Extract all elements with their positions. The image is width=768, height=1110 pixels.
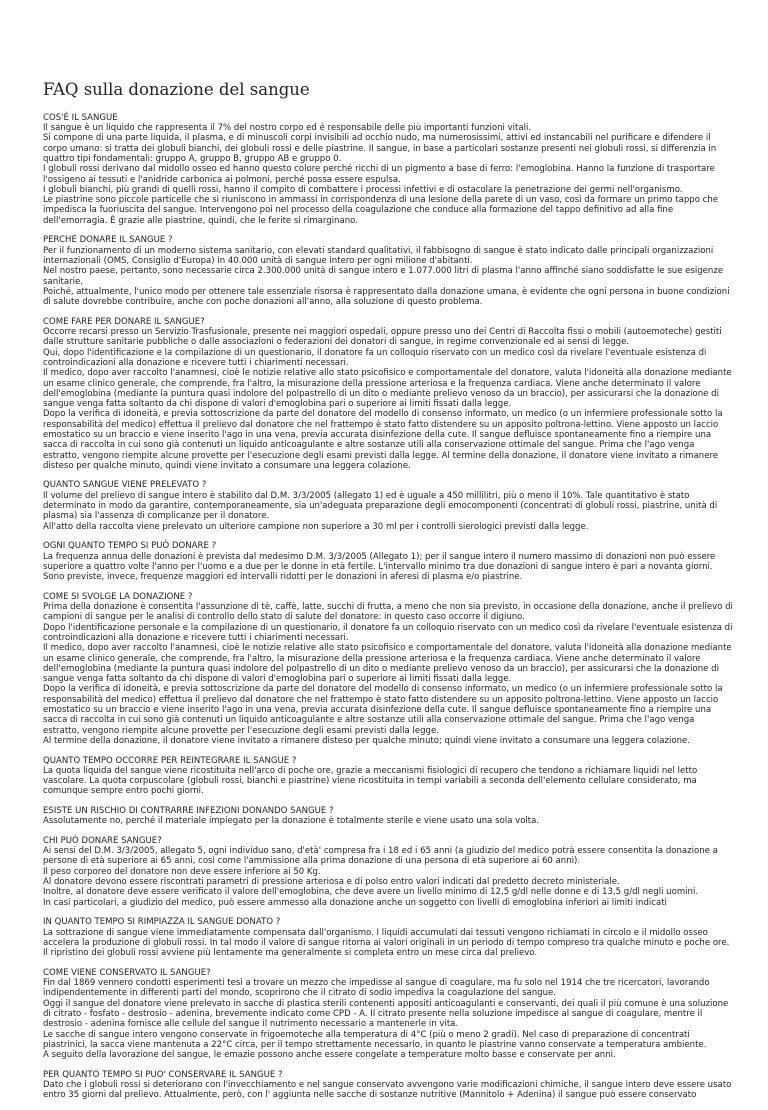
section-heading: COME FARE PER DONARE IL SANGUE? [43,316,205,327]
section-paragraph: Prima della donazione è consentita l'assunzione di tè, caffè, latte, succhi di frutta, a meno che non sia previsto, in occasione della donazione, anche il prelievo di campioni di sangue per le analisi di controllo dello stato di salute del donatore: in questo caso occorre il digiuno. [43,602,733,623]
section-paragraph: Poiché, attualmente, l'unico modo per ottenere tale essenziale risorsa è rappresentato dalla donazione umana, è evidente che ogni persona in buone condizioni di salute dovrebbe contribuire, anche con poche donazioni all'anno, alla soluzione di questo problema. [43,286,730,308]
section-paragraph: I globuli bianchi, più grandi di quelli rossi, hanno il compito di combattere i processi infettivi e di ostacolare la penetrazione dei germi nell'organismo. [43,184,683,195]
section-paragraph: I globuli rossi derivano dal midollo osseo ed hanno questo colore perché ricchi di un pigmento a base di ferro: l'emoglobina. Hanno la funzione di trasportare l'ossigeno ai tessuti e l'anidride carbonica ai polmoni, perché possa essere espulsa. [43,164,715,185]
section-paragraph: Sono previste, invece, frequenze maggiori ed intervalli ridotti per le donazioni in aferesi di plasma e/o piastrine. [43,572,523,583]
section-heading: QUANTO SANGUE VIENE PRELEVATO ? [43,480,207,491]
section-heading: OGNI QUANTO TEMPO SI PUÒ DONARE ? [43,541,217,552]
section-heading: CHI PUÒ DONARE SANGUE? [43,835,162,846]
section-heading: ESISTE UN RISCHIO DI CONTRARRE INFEZIONI DONANDO SANGUE ? [43,805,334,816]
page-title: FAQ sulla donazione del sangue [43,80,310,99]
document-page [43,80,733,1110]
faq-section [43,756,733,797]
section-heading: QUANTO TEMPO OCCORRE PER REINTEGRARE IL SANGUE ? [43,755,297,766]
section-paragraph: Dato che i globuli rossi si deteriorano con l'invecchiamento e nel sangue conservato avvengono varie modificazioni chimiche, il sangue intero deve essere usato entro 35 giorni dal prelievo. Attualmente, però, con l' aggiunta nelle sacche di sostanze nutritive (Mannitolo + Adenina) il sangue può essere conservato [43,1080,732,1101]
section-paragraph: La quota liquida del sangue viene ricostituita nell'arco di poche ore, grazie a meccanismi fisiologici di recupero che tendono a richiamare liquidi nel letto vascolare. La quota corpuscolare (globuli rossi, bianchi e piastrine) viene ricostituita in tempi variabili a seconda dell'elemento cellulare considerato, ma comunque sempre entro pochi giorni. [43,765,698,797]
section-paragraph: Al donatore devono essere riscontrati parametri di pressione arteriosa e di polso entro valori indicati dal predetto decreto ministeriale. [43,877,620,888]
section-paragraph: Il medico, dopo aver raccolto l'anamnesi, cioè le notizie relative allo stato psicofisico e comportamentale del donatore, valuta l'idoneità alla donazione mediante un esame clinico generale, che comprende, fra l'altro, la misurazione della pressione arteriosa e la frequenza cardiaca. Viene anche determinato il valore dell'emoglobina (mediante la puntura quasi indolore del polpastrello di un dito o mediante prelievo venoso da un braccio), per assicurarsi che la donazione di sangue venga fatta soltanto da chi dispone di valori d'emoglobina pari o superiore ai limiti fissati dalla legge. [43,643,732,685]
faq-sections [43,113,733,1101]
section-paragraph: Nel nostro paese, pertanto, sono necessarie circa 2.300.000 unità di sangue intero e 1.077.000 litri di plasma l'anno affinché siano soddisfatte le sue esigenze sanitarie. [43,266,724,287]
section-paragraph: Il sangue è un liquido che rappresenta il 7% del nostro corpo ed è responsabile delle più importanti funzioni vitali. [43,123,532,134]
section-paragraph: Dopo l'identificazione personale e la compilazione di un questionario, il donatore fa un colloquio riservato con un medico così da rivelare l'eventuale esistenza di controindicazioni alla donazione e ricevere tutti i chiarimenti necessari. [43,622,733,643]
section-paragraph: In casi particolari, a giudizio del medico, può essere ammesso alla donazione anche un soggetto con livelli di emoglobina inferiori ai limiti indicati [43,897,667,908]
faq-section [43,541,733,582]
section-paragraph: Il volume del prelievo di sangue intero è stabilito dal D.M. 3/3/2005 (allegato 1) ed è uguale a 450 millilitri, più o meno il 10%. Tale quantitativo è stato determinato in modo da garantire, contemporaneamente, sia un'adeguata preparazione degli emocomponenti (concentrati di globuli rossi, piastrine, unità di plasma) sia l'assenza di complicanze per il donatore. [43,490,718,522]
section-paragraph: Per il funzionamento di un moderno sistema sanitario, con elevati standard qualitativi, il fabbisogno di sangue è stato indicato dalle principali organizzazioni internazionali (OMS, Consiglio d'Europa) in 40.000 unità di sangue intero per ogni milione d'abitanti. [43,245,714,266]
section-paragraph: Dopo la verifica di idoneità, e previa sottoscrizione da parte del donatore del modello di consenso informato, un medico (o un infermiere professionale sotto la responsabilità del medico) effettua il prelievo dal donatore che nel frattempo è stato fatto distendere su un apposito poltrona-lettino. Viene apposto un laccio emostatico su un braccio e viene inserito l'ago in una vena, previa accurata disinfezione della cute. Il sangue defluisce spontaneamente fino a riempire una sacca di raccolta in cui sono già contenuti un liquido anticoagulante e altre sostanze utili alla conservazione ottimale del sangue. Prima che l'ago venga estratto, vengono riempite alcune provette per l'esecuzione degli esami previsti dalla legge. [43,684,723,736]
section-paragraph: La frequenza annua delle donazioni è prevista dal medesimo D.M. 3/3/2005 (Allegato 1); per il sangue intero il numero massimo di donazioni non può essere superiore a quattro volte l'anno per l'uomo e a due per le donne in età fertile. L'intervallo minimo tra due donazioni di sangue intero è pari a novanta giorni. [43,551,716,572]
section-paragraph: Il medico, dopo aver raccolto l'anamnesi, cioè le notizie relative allo stato psicofisico e comportamentale del donatore, valuta l'idoneità alla donazione mediante un esame clinico generale, che comprende, fra l'altro, la misurazione della pressione arteriosa e la frequenza cardiaca. Viene anche determinato il valore dell'emoglobina (mediante la puntura quasi indolore del polpastrello di un dito o mediante prelievo venoso da un braccio), per assicurarsi che la donazione di sangue venga fatta soltanto da chi dispone di valori d'emoglobina pari o superiore ai limiti fissati dalla legge. [43,368,732,410]
faq-section [43,480,733,531]
section-paragraph: A seguito della lavorazione del sangue, le emazie possono anche essere congelate a temperature molto basse e conservate per anni. [43,1050,616,1061]
section-paragraph: Oggi il sangue del donatore viene prelevato in sacche di plastica sterili contenenti appositi anticoagulanti e conservanti, dei quali il più comune è una soluzione di citrato - fosfato - destrosio - adenina, brevemente indicato come CPD - A. Il citrato presente nella soluzione impedisce al sangue di coagulare, mentre il destrosio - adenina fornisce alle cellule del sangue il nutrimento necessario a mantenerle in vita. [43,998,729,1030]
faq-section [43,113,733,226]
section-paragraph: All'atto della raccolta viene prelevato un ulteriore campione non superiore a 30 ml per i controlli sierologici previsti dalla legge. [43,521,589,532]
section-paragraph: Dopo la verifica di idoneità, e previa sottoscrizione da parte del donatore del modello di consenso informato, un medico (o un infermiere professionale sotto la responsabilità del medico) effettua il prelievo dal donatore che nel frattempo è stato fatto distendere su un apposito poltrona-lettino. Viene apposto un laccio emostatico su un braccio e viene inserito l'ago in una vena, previa accurata disinfezione della cute. Il sangue defluisce spontaneamente fino a riempire una sacca di raccolta in cui sono già contenuti un liquido anticoagulante e altre sostanze utili alla conservazione ottimale del sangue. Prima che l'ago venga estratto, vengono riempite alcune provette per l'esecuzione degli esami previsti dalla legge. Al termine della donazione, il donatore viene invitato a rimanere disteso per qualche minuto, quindi viene invitato a consumare una leggera colazione. [43,409,723,471]
section-heading: PERCHÉ DONARE IL SANGUE ? [43,235,173,246]
section-paragraph: Qui, dopo l'identificazione e la compilazione di un questionario, il donatore fa un colloquio riservato con un medico così da rivelare l'eventuale esistenza di controindicazioni alla donazione e ricevere tutti i chiarimenti necessari. [43,347,707,368]
faq-section [43,917,733,958]
section-heading: IN QUANTO TEMPO SI RIMPIAZZA IL SANGUE DONATO ? [43,917,281,928]
section-heading: PER QUANTO TEMPO SI PUO' CONSERVARE IL SANGUE ? [43,1069,283,1080]
section-paragraph: Si compone di una parte liquida, il plasma, e di minuscoli corpi invisibili ad occhio nudo, ma numerosissimi, attivi ed instancabili nel purificare e difendere il corpo umano: si tratta dei globuli bianchi, dei globuli rossi e delle piastrine. Il sangue, in base a particolari sostanze presenti nei globuli rossi, si differenzia in quattro tipi fondamentali: gruppo A, gruppo B, gruppo AB e gruppo 0. [43,133,717,164]
faq-section [43,836,733,908]
section-heading: COS'È IL SANGUE [43,112,118,123]
section-heading: COME SI SVOLGE LA DONAZIONE ? [43,591,193,602]
section-paragraph: Fin dal 1869 vennero condotti esperimenti tesi a trovare un mezzo che impedisse al sangue di coagulare, ma fu solo nel 1914 che tre ricercatori, lavorando indipendentemente in differenti parti del mondo, scoprirono che il citrato di sodio impediva la coagulazione del sangue. [43,978,710,999]
section-paragraph: Occorre recarsi presso un Servizio Trasfusionale, presente nei maggiori ospedali, oppure presso uno dei Centri di Raccolta fissi o mobili (autoemoteche) gestiti dalle strutture sanitarie pubbliche o dalle associazioni o federazioni dei donatori di sangue, in regime convenzionale ed ai sensi di legge. [43,327,722,348]
section-heading: COME VIENE CONSERVATO IL SANGUE? [43,967,211,978]
section-paragraph: Il peso corporeo del donatore non deve essere inferiore ai 50 Kg. [43,866,321,877]
section-paragraph: Le piastrine sono piccole particelle che si riuniscono in ammassi in corrispondenza di una lesione della parete di un vaso, così da formare un primo tappo che impedisca la fuoriuscita del sangue. Intervengono poi nel processo della coagulazione che conduce alla formazione del tappo definitivo ad alla fine dell'emorragia. È grazie alle piastrine, quindi, che le ferite si rimarginano. [43,195,719,226]
faq-section [43,235,733,307]
section-paragraph: La sottrazione di sangue viene immediatamente compensata dall'organismo. I liquidi accumulati dai tessuti vengono richiamati in circolo e il midollo osseo accelera la produzione di globuli rossi. In tal modo il valore di sangue ritorna ai valori originali in un periodo di tempo compreso tra qualche minuto e poche ore. [43,927,730,948]
faq-section [43,1070,733,1101]
section-paragraph: Il ripristino dei globuli rossi avviene più lentamente ma generalmente si completa entro un mese circa dal prelievo. [43,948,538,959]
section-paragraph: Assolutamente no, perché il materiale impiegato per la donazione è totalmente sterile e viene usato una sola volta. [43,816,540,827]
section-paragraph: Le sacche di sangue intero vengono conservate in frigoemoteche alla temperatura di 4°C (più o meno 2 gradi). Nel caso di preparazione di concentrati piastrinici, la sacca viene mantenuta a 22°C circa, per il tempo strettamente necessario, in quanto le piastrine vanno conservate a temperatura ambiente. [43,1029,707,1050]
faq-section [43,317,733,471]
faq-section [43,806,733,827]
section-paragraph: Ai sensi del D.M. 3/3/2005, allegato 5, ogni individuo sano, d'età' compresa fra i 18 ed i 65 anni (a giudizio del medico potrà essere consentita la donazione a persone di età superiore ai 65 anni, così come l'ammissione alla prima donazione di una persona di età superiore ai 60 anni). [43,846,718,867]
section-paragraph: Al termine della donazione, il donatore viene invitato a rimanere disteso per qualche minuto; quindi viene invitato a consumare una leggera colazione. [43,735,690,746]
faq-section [43,968,733,1061]
faq-section [43,592,733,746]
section-paragraph: Inoltre, al donatore deve essere verificato il valore dell'emoglobina, che deve avere un livello minimo di 12,5 g/dl nelle donne e di 13,5 g/dl negli uomini. [43,887,699,898]
